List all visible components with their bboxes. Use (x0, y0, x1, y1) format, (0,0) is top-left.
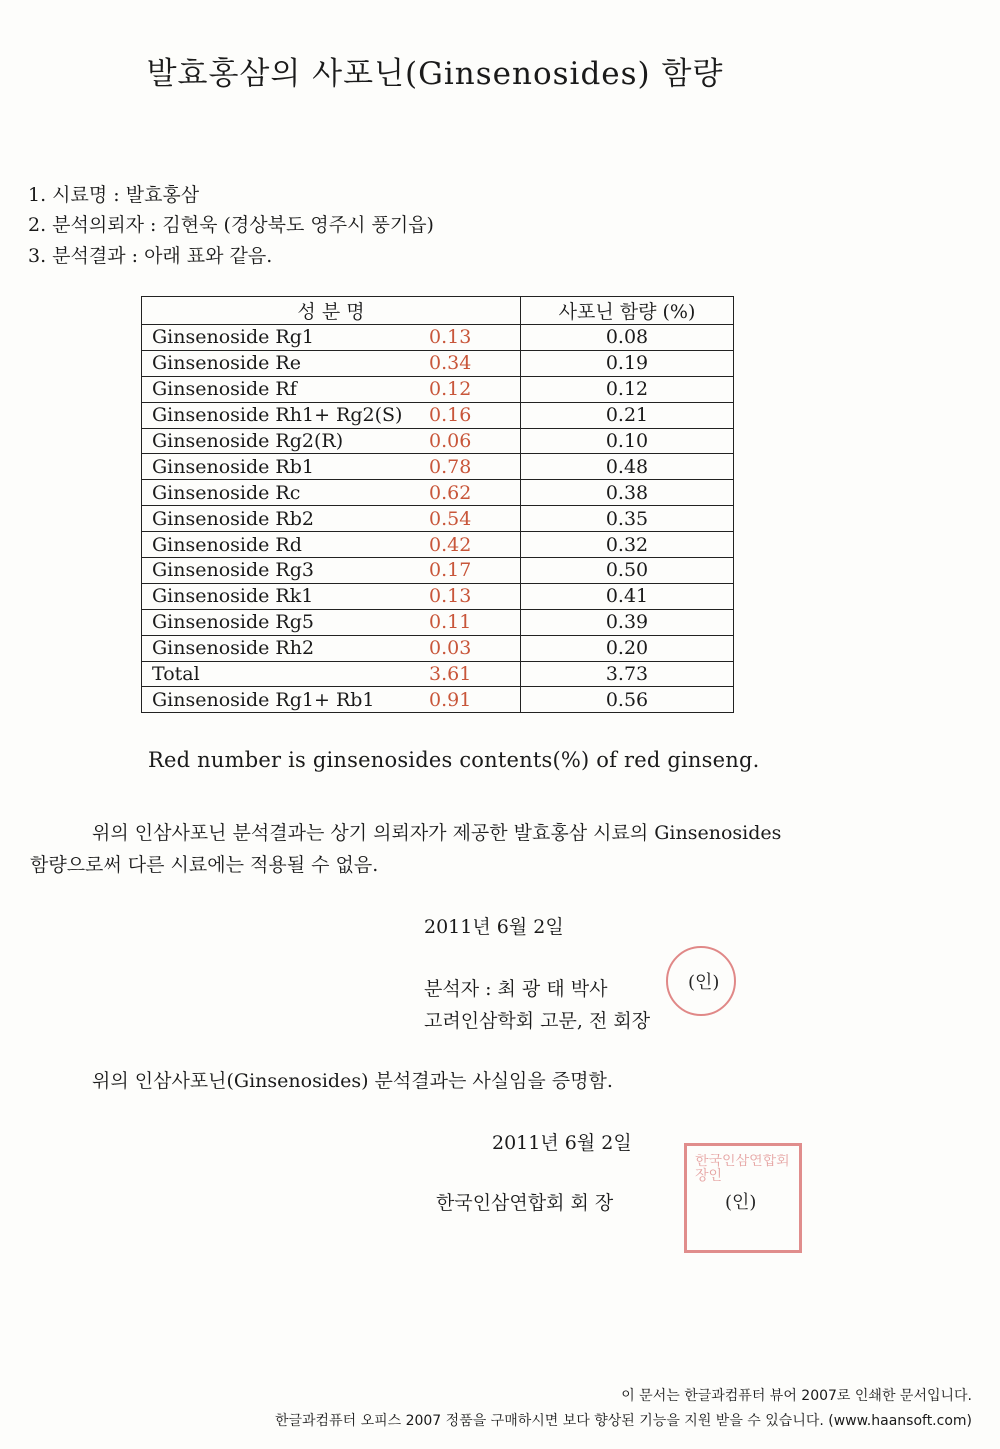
seal-lettering: 한국인삼연합회장인 (695, 1154, 790, 1184)
component-cell (142, 558, 521, 584)
component-cell (142, 325, 521, 351)
table-row (142, 532, 734, 558)
paragraph1-line2: 함량으로써 다른 시료에는 적용될 수 없음. (30, 854, 379, 876)
component-cell (142, 402, 521, 428)
date-analysis: 2011년 6월 2일 (424, 916, 564, 938)
table-header-row (142, 297, 734, 325)
certification-paragraph: 위의 인삼사포닌(Ginsenosides) 분석결과는 사실임을 증명함. (92, 1070, 613, 1092)
table-body (142, 325, 734, 713)
component-cell (142, 532, 521, 558)
table-row (142, 428, 734, 454)
red-ginseng-value: 0.91 (429, 688, 472, 711)
header-component: 성 분 명 (142, 297, 521, 325)
table-row (142, 325, 734, 351)
saponin-content-value: 0.56 (521, 687, 734, 713)
component-name: Ginsenoside Rg2(R) (152, 430, 344, 452)
component-cell (142, 583, 521, 609)
table-row (142, 402, 734, 428)
saponin-content-value: 0.41 (521, 583, 734, 609)
association-signature: 한국인삼연합회 회 장 (436, 1192, 614, 1214)
component-cell (142, 454, 521, 480)
red-ginseng-value: 0.13 (429, 585, 472, 608)
component-cell (142, 609, 521, 635)
table-row (142, 350, 734, 376)
table-row (142, 480, 734, 506)
component-name: Ginsenoside Rb1 (152, 455, 314, 478)
table-row (142, 558, 734, 584)
red-ginseng-value: 3.61 (429, 663, 472, 686)
component-cell (142, 376, 521, 402)
component-cell (142, 506, 521, 532)
component-cell (142, 428, 521, 454)
component-cell (142, 635, 521, 661)
component-name: Ginsenoside Rg1+ Rb1 (152, 688, 375, 711)
red-ginseng-value: 0.54 (429, 507, 472, 530)
saponin-content-value: 0.10 (521, 428, 734, 454)
document-title: 발효홍삼의 사포닌(Ginsenosides) 함량 (146, 56, 724, 92)
saponin-content-value: 0.08 (521, 325, 734, 351)
info-result: 3. 분석결과 : 아래 표와 같음. (28, 245, 273, 267)
saponin-content-value: 0.32 (521, 532, 734, 558)
saponin-content-value: 0.35 (521, 506, 734, 532)
component-cell (142, 480, 521, 506)
component-cell (142, 661, 521, 687)
saponin-content-value: 0.39 (521, 609, 734, 635)
table-row (142, 583, 734, 609)
component-name: Ginsenoside Rf (152, 378, 297, 401)
table-row (142, 376, 734, 402)
paragraph1-line1: 위의 인삼사포닌 분석결과는 상기 의뢰자가 제공한 발효홍삼 시료의 Ginsenosides (92, 822, 782, 844)
info-requester: 2. 분석의뢰자 : 김현욱 (경상북도 영주시 풍기읍) (28, 214, 434, 236)
component-cell (142, 350, 521, 376)
analyst-seal-stamp (666, 946, 736, 1016)
component-name: Ginsenoside Rg5 (152, 611, 314, 634)
saponin-content-value: 0.21 (521, 402, 734, 428)
red-ginseng-value: 0.13 (429, 326, 472, 349)
table-row (142, 609, 734, 635)
red-ginseng-value: 0.11 (429, 611, 472, 634)
stamp2-label: (인) (725, 1192, 757, 1213)
red-ginseng-value: 0.42 (429, 533, 472, 556)
saponin-content-value: 0.38 (521, 480, 734, 506)
red-ginseng-value: 0.17 (429, 559, 472, 582)
ginsenoside-table (141, 296, 734, 713)
component-name: Ginsenoside Rh1+ Rg2(S) (152, 404, 403, 427)
red-number-note: Red number is ginsenosides contents(%) of red ginseng. (148, 748, 760, 772)
analyst-name: 분석자 : 최 광 태 박사 (424, 978, 608, 1000)
table-row (142, 661, 734, 687)
header-content: 사포닌 함량 (%) (521, 297, 734, 325)
component-name: Ginsenoside Rh2 (152, 637, 315, 660)
footer-line1: 이 문서는 한글과컴퓨터 뷰어 2007로 인쇄한 문서입니다. (621, 1388, 972, 1404)
component-name: Ginsenoside Rg1 (152, 326, 314, 349)
footer-line2: 한글과컴퓨터 오피스 2007 정품을 구매하시면 보다 향상된 기능을 지원 받을 수 있습니다. (www.haansoft.com) (274, 1413, 972, 1429)
saponin-content-value: 0.50 (521, 558, 734, 584)
saponin-content-value: 0.20 (521, 635, 734, 661)
red-ginseng-value: 0.62 (429, 481, 472, 504)
component-cell (142, 687, 521, 713)
table-row (142, 454, 734, 480)
component-name: Total (152, 663, 200, 686)
stamp1-label: (인) (688, 972, 720, 993)
analyst-title: 고려인삼학회 고문, 전 회장 (424, 1010, 651, 1032)
date-certification: 2011년 6월 2일 (492, 1132, 632, 1154)
saponin-content-value: 0.19 (521, 350, 734, 376)
table-row (142, 635, 734, 661)
saponin-content-value: 3.73 (521, 661, 734, 687)
red-ginseng-value: 0.12 (429, 378, 472, 401)
component-name: Ginsenoside Rg3 (152, 559, 314, 582)
association-seal-stamp (684, 1143, 802, 1253)
component-name: Ginsenoside Rd (152, 533, 302, 556)
red-ginseng-value: 0.78 (429, 455, 472, 478)
component-name: Ginsenoside Re (152, 352, 301, 375)
saponin-content-value: 0.48 (521, 454, 734, 480)
saponin-content-value: 0.12 (521, 376, 734, 402)
component-name: Ginsenoside Rc (152, 481, 301, 504)
table-row (142, 687, 734, 713)
red-ginseng-value: 0.03 (429, 637, 472, 660)
info-sample-name: 1. 시료명 : 발효홍삼 (28, 184, 200, 206)
red-ginseng-value: 0.34 (429, 352, 472, 375)
red-ginseng-value: 0.16 (429, 404, 472, 427)
component-name: Ginsenoside Rk1 (152, 585, 314, 608)
component-name: Ginsenoside Rb2 (152, 507, 314, 530)
table-row (142, 506, 734, 532)
red-ginseng-value: 0.06 (429, 430, 472, 452)
